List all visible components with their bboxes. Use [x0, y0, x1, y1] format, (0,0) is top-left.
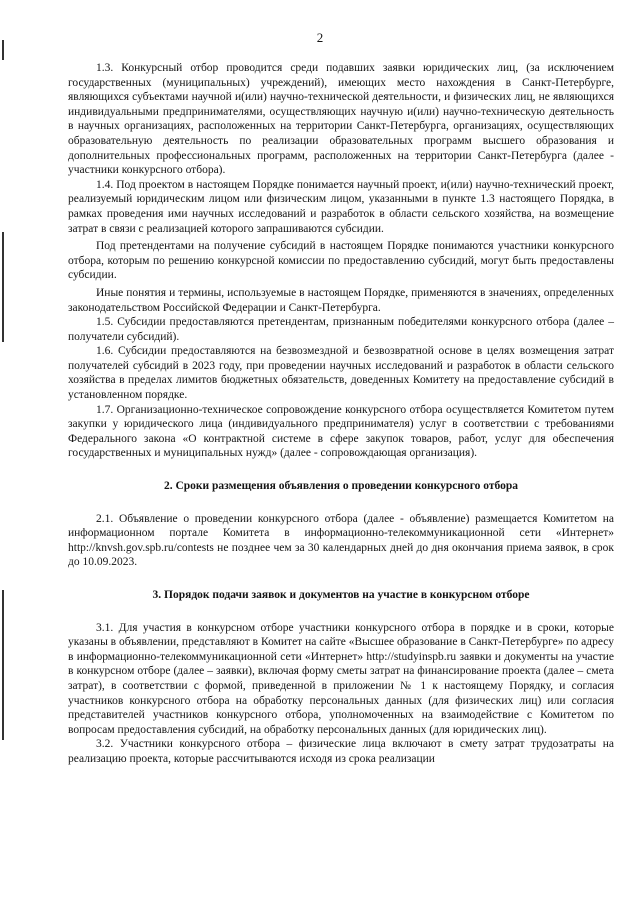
scan-edge-mark: [2, 232, 4, 342]
section-heading-3: 3. Порядок подачи заявок и документов на участие в конкурсном отборе: [152, 589, 530, 601]
paragraph-1-6: 1.6. Субсидии предоставляются на безвозмездной и безвозвратной основе в целях возмещения затрат получателей субсидий в 2023 году, при проведении научных исследований и разработок в области сельского хозяйства в пределах лимитов бюджетных обязательств, доведенных Комитету на предоставление субсидий в установленном порядке.: [68, 345, 614, 402]
paragraph-1-4: 1.4. Под проектом в настоящем Порядке понимается научный проект, и(или) научно-технический проект, реализуемый юридическим лицом или физическим лицом, указанными в пункте 1.3 настоящего Порядка, в рамках проведения ими научных исследований и разработок в области сельского хозяйства, на возмещение затрат в связи с реализацией которого запрашиваются субсидии.: [68, 178, 614, 235]
paragraph-applicants: Под претендентами на получение субсидий в настоящем Порядке понимаются участники конкурсного отбора, которым по решению конкурсной комиссии по предоставлению субсидий, могут быть предоставлены субсидии.: [68, 240, 614, 282]
paragraph-terms: Иные понятия и термины, используемые в настоящем Порядке, применяются в значениях, определенных законодательством Российской Федерации и Санкт-Петербурга.: [68, 286, 614, 314]
paragraph-1-7: 1.7. Организационно-техническое сопровождение конкурсного отбора осуществляется Комитетом путем закупки у юридического лица (индивидуального предпринимателя) услуг в соответствии с требованиями Федерального закона «О контрактной системе в сфере закупок товаров, работ, услуг для обеспечения государственных и муниципальных нужд» (далее - сопровождающая организация).: [68, 403, 614, 460]
paragraph-1-3: 1.3. Конкурсный отбор проводится среди подавших заявки юридических лиц, (за исключением государственных (муниципальных) учреждений), имеющих место нахождения в Санкт-Петербурге, являющихся субъектами научной и(или) научно-технической деятельности, и физических лиц, не являющихся индивидуальными предпринимателями, осуществляющих научную и(или) научно-техническую деятельность в научных организациях, расположенных на территории Санкт-Петербурга, организациях, осуществляющих образовательную деятельность по реализации образовательных программ высшего образования и дополнительных профессиональных программ, расположенных на территории Санкт-Петербурга (далее - участники конкурсного отбора).: [68, 62, 614, 177]
paragraph-3-1: 3.1. Для участия в конкурсном отборе участники конкурсного отбора в порядке и в сроки, которые указаны в объявлении, представляют в Комитет на сайте «Высшее образование в Санкт-Петербурге» по адресу в информационно-телекоммуникационной сети «Интернет» http://studyinspb.ru заявки и документы на участие в конкурсном отборе (далее – заявки), включая форму сметы затрат на финансирование проекта (далее – смета затрат), в соответствии с формой, приведенной в приложении № 1 к настоящему Порядку, и согласия участников конкурсного отбора на обработку персональных данных (для физических лиц) или согласия представителей участников конкурсного отбора, уполномоченных на взаимодействие с Комитетом по вопросам предоставления субсидий, на обработку персональных данных (для юридических лиц).: [68, 621, 614, 736]
paragraph-1-5: 1.5. Субсидии предоставляются претендентам, признанным победителями конкурсного отбора (далее – получатели субсидий).: [68, 316, 614, 343]
scan-edge-mark: [2, 590, 4, 740]
paragraph-3-2: 3.2. Участники конкурсного отбора – физические лица включают в смету затрат трудозатраты на реализацию проекта, которые рассчитываются исходя из срока реализации: [68, 738, 614, 765]
page-number: 2: [316, 30, 324, 45]
paragraph-2-1: 2.1. Объявление о проведении конкурсного отбора (далее - объявление) размещается Комитетом на информационном портале Комитета в информационно-телекоммуникационной сети «Интернет» http://knvsh.gov.spb.ru/contests не позднее чем за 30 календарных дней до дня окончания приема заявок, в срок до 10.09.2023.: [68, 512, 614, 569]
section-heading-2: 2. Сроки размещения объявления о проведении конкурсного отбора: [163, 480, 519, 493]
document-body: [68, 61, 614, 767]
